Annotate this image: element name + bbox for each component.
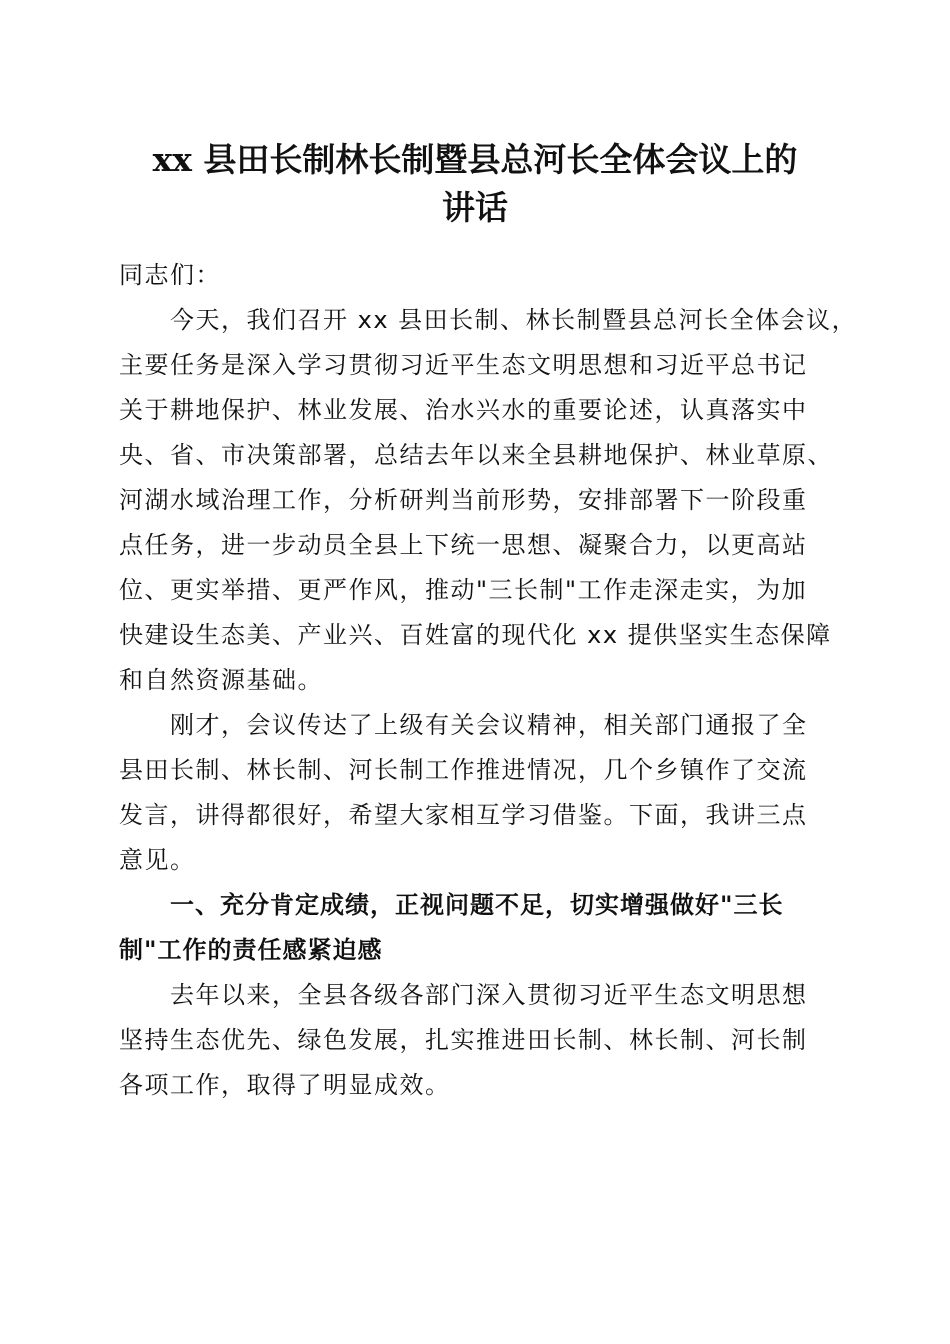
paragraph-line: 坚持生态优先、绿色发展，扎实推进田长制、林长制、河长制: [119, 1026, 808, 1054]
paragraph-line: 和自然资源基础。: [119, 666, 323, 694]
title-line: xx 县田长制林长制暨县总河长全体会议上的: [152, 140, 798, 179]
paragraph-opening: [119, 298, 858, 703]
title-line: 讲话: [442, 188, 508, 227]
paragraph-line: 位、更实举措、更严作风，推动"三长制"工作走深走实，为加: [119, 576, 808, 604]
heading-line: 一、充分肯定成绩，正视问题不足，切实增强做好"三长: [170, 891, 784, 919]
paragraph-line: 去年以来，全县各级各部门深入贯彻习近平生态文明思想: [170, 981, 808, 1009]
heading-line: 制"工作的责任感紧迫感: [119, 936, 383, 964]
paragraph-line: 关于耕地保护、林业发展、治水兴水的重要论述，认真落实中: [119, 396, 808, 424]
paragraph-line: 各项工作，取得了明显成效。: [119, 1071, 451, 1099]
paragraph-achievements: [119, 973, 839, 1108]
paragraph-line: 央、省、市决策部署，总结去年以来全县耕地保护、林业草原、: [119, 441, 833, 469]
paragraph-line: 快建设生态美、产业兴、百姓富的现代化 xx 提供坚实生态保障: [119, 621, 832, 649]
salutation: 同志们：: [119, 261, 221, 289]
document-body: [119, 253, 858, 1108]
section-heading-1: [119, 883, 839, 973]
paragraph-meeting-summary: [119, 703, 839, 883]
paragraph-line: 县田长制、林长制、河长制工作推进情况，几个乡镇作了交流: [119, 756, 808, 784]
document-title: [100, 136, 850, 232]
paragraph-line: 发言，讲得都很好，希望大家相互学习借鉴。下面，我讲三点: [119, 801, 808, 829]
paragraph-line: 意见。: [119, 846, 196, 874]
paragraph-line: 点任务，进一步动员全县上下统一思想、凝聚合力，以更高站: [119, 531, 808, 559]
paragraph-line: 主要任务是深入学习贯彻习近平生态文明思想和习近平总书记: [119, 351, 808, 379]
paragraph-line: 河湖水域治理工作，分析研判当前形势，安排部署下一阶段重: [119, 486, 808, 514]
paragraph-line: 今天，我们召开 xx 县田长制、林长制暨县总河长全体会议，: [170, 306, 858, 334]
paragraph-line: 刚才，会议传达了上级有关会议精神，相关部门通报了全: [170, 711, 808, 739]
